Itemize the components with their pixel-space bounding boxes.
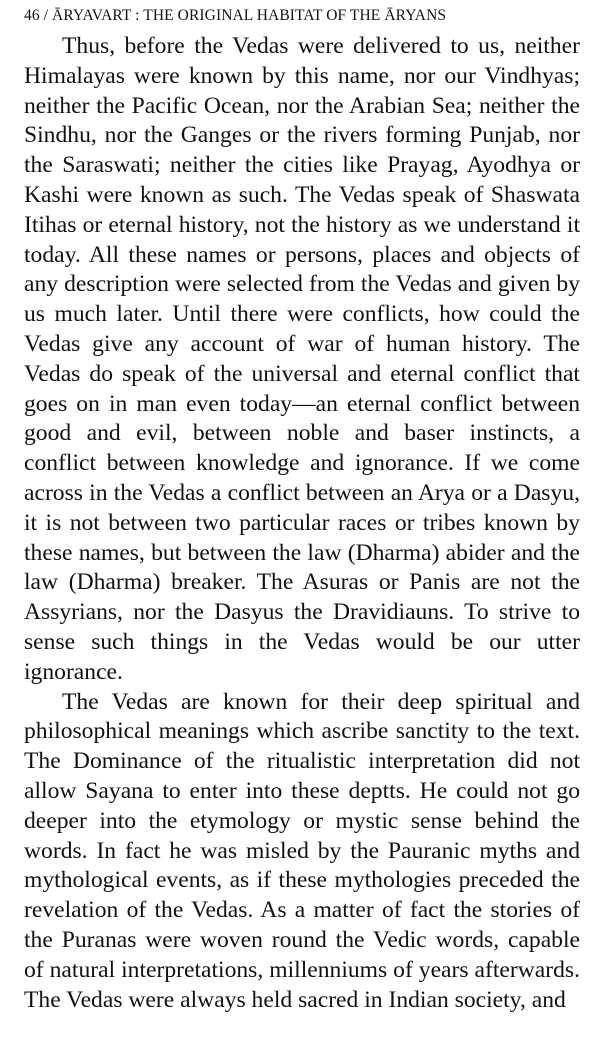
running-head: 46 / ĀRYAVART : THE ORIGINAL HABITAT OF THE ĀRYANS xyxy=(24,7,447,24)
body-paragraph-1: Thus, before the Vedas were delivered to us, neither Himalayas were known by this name, nor our Vindhyas; neither the Pacific Ocean, nor the Arabian Sea; neither the Sindhu, nor the Ganges or the rivers forming Punjab, nor the Saraswati; neither the cities like Prayag, Ayodhya or Kashi were known as such. The Vedas speak of Shaswata Itihas or eternal history, not the history as we understand it today. All these names or persons, places and objects of any description were selected from the Vedas and given by us much later. Until there were conflicts, how could the Vedas give any account of war of human history. The Vedas do speak of the universal and eternal conflict that goes on in man even today—an eternal conflict between good and evil, between noble and baser instincts, a conflict between knowledge and ignorance. If we come across in the Vedas a conflict between an Arya or a Dasyu, it is not between two particular races or tribes known by these names, but between the law (Dharma) abider and the law (Dharma) breaker. The Asuras or Panis are not the Assyrians, nor the Dasyus the Dravidiauns. To strive to sense such things in the Vedas would be our utter ignorance. xyxy=(24,33,580,685)
book-page xyxy=(24,6,580,1015)
body-paragraph-2: The Vedas are known for their deep spiritual and philosophical meanings which ascribe sanctity to the text. The Dominance of the ritualistic interpretation did not allow Sayana to enter into these deptts. He could not go deeper into the etymology or mystic sense behind the words. In fact he was misled by the Pauranic myths and mythological events, as if these mythologies preceded the revelation of the Vedas. As a matter of fact the stories of the Puranas were woven round the Vedic words, capable of natural interpretations, millenniums of years afterwards. The Vedas were always held sacred in Indian society, and xyxy=(24,688,580,1013)
